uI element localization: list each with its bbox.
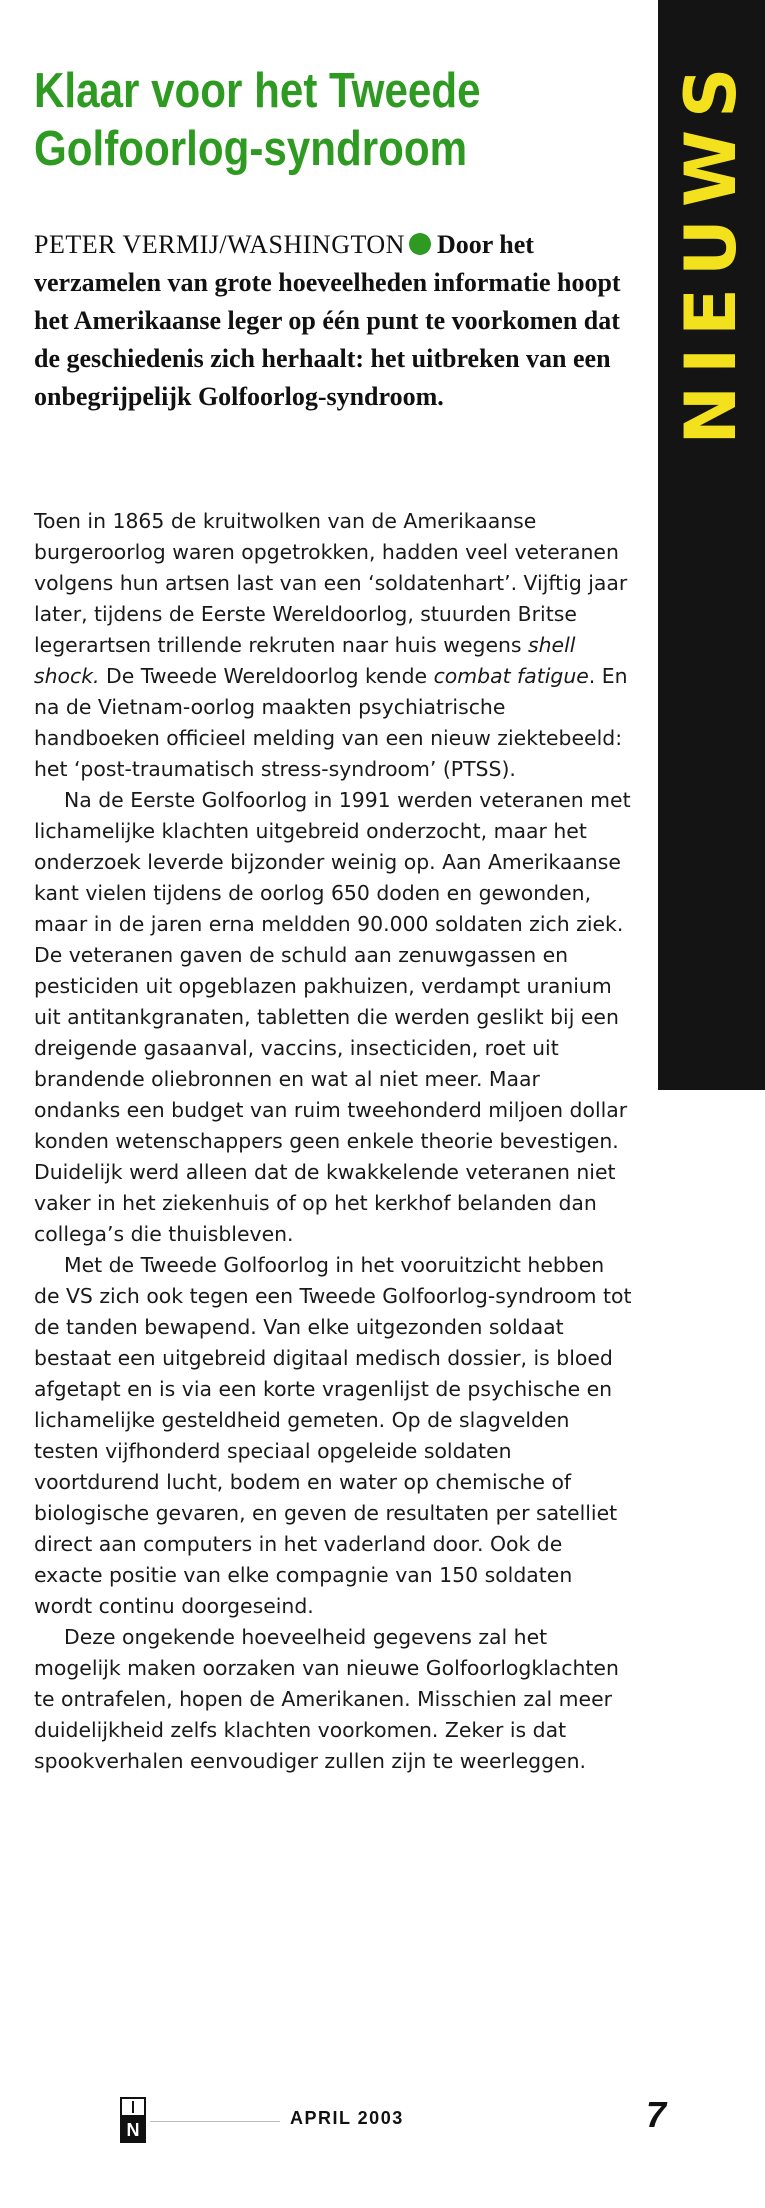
article-body xyxy=(34,506,632,1777)
article-title xyxy=(34,62,516,178)
paragraph-3: Met de Tweede Golfoorlog in het vooruitzicht hebben de VS zich ook tegen een Tweede Golfoorlog-syndroom tot de tanden bewapend. Van elke uitgezonden soldaat bestaat een uitgebreid digitaal medisch dossier, is bloed afgetapt en is via een korte vragenlijst de psychische en lichamelijke gesteldheid gemeten. Op de slagvelden testen vijfhonderd speciaal opgeleide soldaten voortdurend lucht, bodem en water op chemische of biologische gevaren, en geven de resultaten per satelliet direct aan computers in het vaderland door. Ook de exacte positie van elke compagnie van 150 soldaten wordt continu doorgeseind. xyxy=(34,1253,632,1618)
logo-letter: N xyxy=(122,2117,144,2143)
footer-divider xyxy=(150,2121,280,2122)
page-number: 7 xyxy=(646,2094,667,2135)
logo-top-icon xyxy=(122,2099,144,2117)
section-label: NIEUWS xyxy=(670,55,752,445)
article-lead xyxy=(34,226,624,416)
paragraph-1-emphasis-1: shell shock. xyxy=(34,633,576,688)
byline: PETER VERMIJ/WASHINGTON xyxy=(34,230,405,259)
paragraph-1 xyxy=(34,506,632,785)
magazine-logo xyxy=(120,2097,146,2143)
paragraph-1-emphasis-2: combat fatigue xyxy=(433,664,589,688)
paragraph-4: Deze ongekende hoeveelheid gegevens zal het mogelijk maken oorzaken van nieuwe Golfoorlogklachten te ontrafelen, hopen de Amerikanen. Misschien zal meer duidelijkheid zelfs klachten voorkomen. Zeker is dat spookverhalen eenvoudiger zullen zijn te weerleggen. xyxy=(34,1625,619,1773)
lead-text: Door het verzamelen van grote hoeveelheden informatie hoopt het Amerikaanse leger op één punt te voorkomen dat de geschiedenis zich herhaalt: het uitbreken van een onbegrijpelijk Golfoorlog-syndroom. xyxy=(34,230,621,411)
title-line-1: Klaar voor het Tweede xyxy=(34,64,481,118)
paragraph-2: Na de Eerste Golfoorlog in 1991 werden veteranen met lichamelijke klachten uitgebreid onderzocht, maar het onderzoek leverde bijzonder weinig op. Aan Amerikaanse kant vielen tijdens de oorlog 650 doden en gewonden, maar in de jaren erna meldden 90.000 soldaten zich ziek. De veteranen gaven de schuld aan zenuwgassen en pesticiden uit opgeblazen pakhuizen, verdampt uranium uit antitankgranaten, tabletten die werden geslikt bij een dreigende gasaanval, vaccins, insecticiden, roet uit brandende oliebronnen en wat al niet meer. Maar ondanks een budget van ruim tweehonderd miljoen dollar konden wetenschappers geen enkele theorie bevestigen. Duidelijk werd alleen dat de kwakkelende veteranen niet vaker in het ziekenhuis of op het kerkhof belanden dan collega’s die thuisbleven. xyxy=(34,788,631,1246)
title-line-2: Golfoorlog-syndroom xyxy=(34,122,468,176)
paragraph-1-part-a: Toen in 1865 de kruitwolken van de Amerikaanse burgeroorlog waren opgetrokken, hadden veel veteranen volgens hun artsen last van een ‘soldatenhart’. Vijftig jaar later, tijdens de Eerste Wereldoorlog, stuurden Britse legerartsen trillende rekruten naar huis wegens xyxy=(34,509,628,657)
paragraph-1-part-b: De Tweede Wereldoorlog kende xyxy=(99,664,434,688)
paragraph-1-part-c: . En na de Vietnam-oorlog maakten psychiatrische handboeken officieel melding van een nieuw ziektebeeld: het ‘post-traumatisch stress-syndroom’ (PTSS). xyxy=(34,664,628,781)
green-bullet-icon xyxy=(409,233,431,255)
footer-date: APRIL 2003 xyxy=(290,2108,404,2128)
